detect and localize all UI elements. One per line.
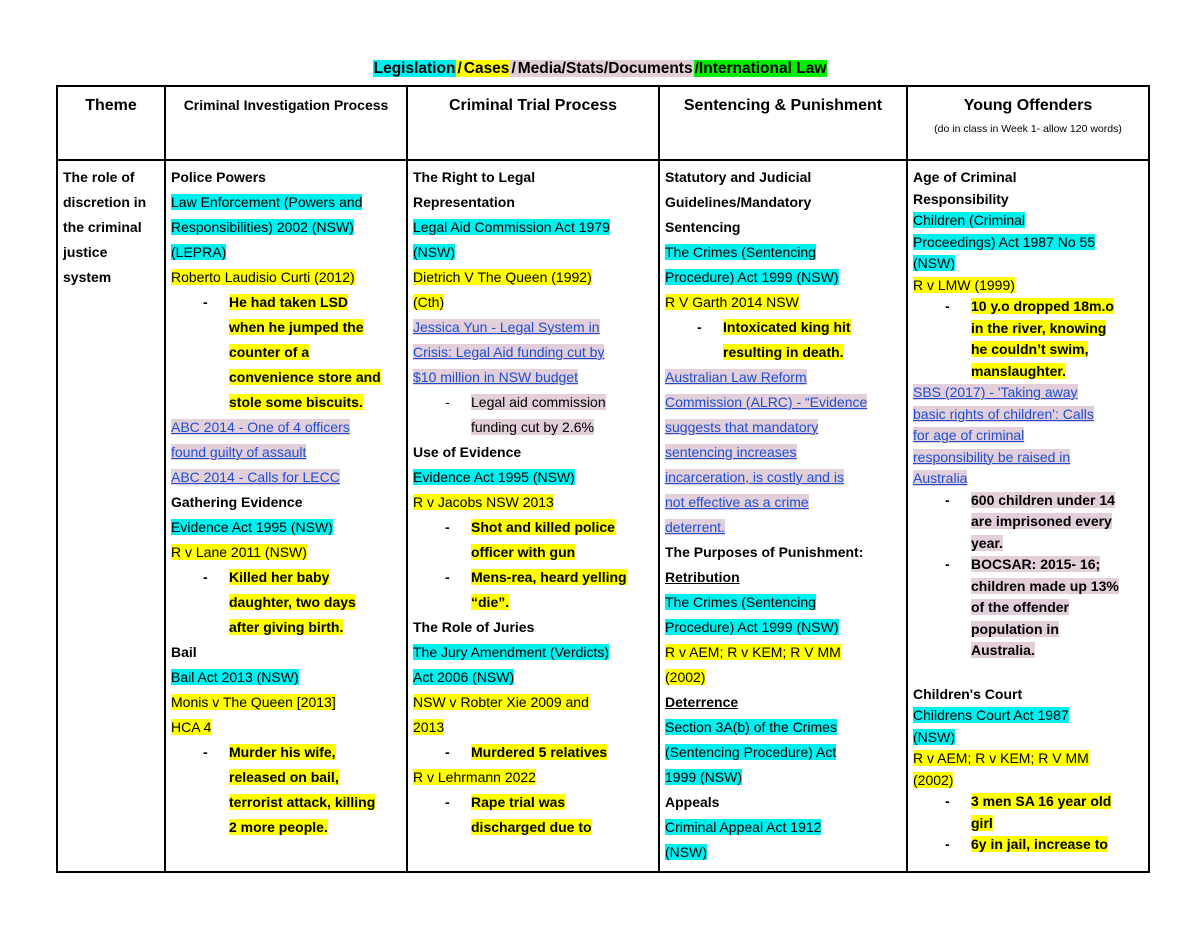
spacer [913, 662, 1144, 684]
guidelines-heading: Sentencing [665, 219, 741, 235]
caa-legislation: (NSW) [665, 844, 707, 860]
sbs-link[interactable]: SBS (2017) - 'Taking away [913, 384, 1078, 400]
legal-rep-heading: Representation [413, 194, 515, 210]
colour-legend [0, 58, 1200, 80]
legend-sep-2: / [511, 60, 516, 77]
aem-note: 6y in jail, increase to [971, 836, 1108, 852]
header-young-note: (do in class in Week 1- allow 120 words) [934, 123, 1122, 135]
xie-case: 2013 [413, 719, 445, 735]
guidelines-heading: Statutory and Judicial [665, 169, 812, 185]
sentencing-cell [659, 160, 907, 872]
monis-case: HCA 4 [171, 719, 212, 735]
lmw-note: in the river, knowing [971, 319, 1107, 336]
monis-case: Monis v The Queen [2013] [171, 694, 336, 710]
legend-media: Media/Stats/Documents [517, 60, 693, 77]
evidence-act-legislation: Evidence Act 1995 (NSW) [413, 469, 575, 485]
monis-note: released on bail, [229, 769, 339, 785]
alrc-link[interactable]: suggests that mandatory [665, 419, 819, 435]
sbs-note: are imprisoned every [971, 513, 1112, 529]
lehrmann-case: R v Lehrmann 2022 [413, 769, 536, 785]
legend-international: /International Law [694, 60, 827, 77]
abc-officers-link[interactable]: found guilty of assault [171, 444, 307, 460]
bocsar-note: Australia. [971, 642, 1035, 658]
police-powers-heading: Police Powers [171, 169, 266, 185]
bocsar-note: of the offender [971, 599, 1069, 615]
jury-act-legislation: The Jury Amendment (Verdicts) [413, 644, 610, 660]
lmw-note: 10 y.o dropped 18m.o [971, 298, 1114, 314]
lmw-note: he couldn’t swim, [971, 341, 1089, 357]
theme-line: the criminal [63, 219, 142, 235]
sbs-link[interactable]: Australia [913, 470, 968, 486]
header-theme: Theme [57, 86, 165, 160]
court-heading: Children's Court [913, 685, 1023, 702]
bullet-dash: - [203, 294, 208, 310]
aem-case: R v AEM; R v KEM; R V MM [913, 750, 1089, 766]
yun-note: funding cut by 2.6% [471, 419, 594, 435]
dietrich-case: (Cth) [413, 294, 445, 310]
jacobs-note: officer with gun [471, 544, 576, 560]
cca-legislation: Childrens Court Act 1987 [913, 707, 1069, 723]
legend-cases: Cases [463, 60, 510, 77]
aem-case: (2002) [665, 669, 706, 685]
csp-legislation: The Crimes (Sentencing [665, 244, 816, 260]
use-evidence-heading: Use of Evidence [413, 444, 522, 460]
lane-note: after giving birth. [229, 619, 344, 635]
theme-line: system [63, 269, 112, 285]
ccp-legislation: Proceedings) Act 1987 No 55 [913, 233, 1096, 250]
juries-heading: The Role of Juries [413, 619, 535, 635]
lane-case: R v Lane 2011 (NSW) [171, 544, 307, 560]
age-heading: Responsibility [913, 190, 1009, 207]
yun-article-link[interactable]: Crisis: Legal Aid funding cut by [413, 344, 605, 360]
garth-note: resulting in death. [723, 344, 844, 360]
sbs-link[interactable]: responsibility be raised in [913, 448, 1071, 465]
bullet-dash: - [945, 836, 950, 852]
xie-note: Murdered 5 relatives [471, 744, 608, 760]
sbs-link[interactable]: basic rights of children': Calls [913, 405, 1094, 422]
lehrmann-note: discharged due to [471, 819, 592, 835]
bullet-dash: - [445, 569, 450, 585]
guidelines-heading: Guidelines/Mandatory [665, 194, 812, 210]
s3a-legislation: (Sentencing Procedure) Act [665, 744, 837, 760]
theme-line: discretion in [63, 194, 147, 210]
appeals-heading: Appeals [665, 794, 720, 810]
s3a-legislation: Section 3A(b) of the Crimes [665, 719, 837, 735]
curti-case: Roberto Laudisio Curti (2012) [171, 269, 355, 285]
csp-legislation: Procedure) Act 1999 (NSW) [665, 619, 839, 635]
yun-note: Legal aid commission [471, 394, 606, 410]
trial-cell [407, 160, 659, 872]
legal-rep-heading: The Right to Legal [413, 169, 536, 185]
lac-legislation: Legal Aid Commission Act 1979 [413, 219, 610, 235]
young-cell [907, 160, 1149, 872]
jury-act-legislation: Act 2006 (NSW) [413, 669, 515, 685]
lac-legislation: (NSW) [413, 244, 455, 260]
aem-case: (2002) [913, 771, 954, 788]
bocsar-note: population in [971, 620, 1059, 637]
bullet-dash: - [945, 793, 950, 809]
cca-legislation: (NSW) [913, 728, 955, 745]
header-sentencing: Sentencing & Punishment [659, 86, 907, 160]
sbs-note: year. [971, 534, 1003, 551]
header-young: Young Offenders (do in class in Week 1- allow 120 words) [907, 86, 1149, 160]
lepra-legislation: Law Enforcement (Powers and [171, 194, 363, 210]
monis-note: terrorist attack, killing [229, 794, 376, 810]
evidence-act-legislation: Evidence Act 1995 (NSW) [171, 519, 333, 535]
legend-legislation: Legislation [373, 60, 456, 77]
alrc-link[interactable]: Commission (ALRC) - “Evidence [665, 394, 868, 410]
curti-note: stole some biscuits. [229, 394, 363, 410]
body-row [57, 160, 1149, 872]
yun-article-link[interactable]: $10 million in NSW budget [413, 369, 578, 385]
bocsar-note: BOCSAR: 2015- 16; [971, 556, 1101, 572]
abc-lecc-link[interactable]: ABC 2014 - Calls for LECC [171, 469, 340, 485]
aem-note: 3 men SA 16 year old [971, 793, 1112, 809]
lane-note: daughter, two days [229, 594, 356, 610]
theme-line: The role of [63, 169, 135, 185]
jacobs-note: Shot and killed police [471, 519, 615, 535]
ccp-legislation: (NSW) [913, 255, 955, 271]
gathering-evidence-heading: Gathering Evidence [171, 494, 303, 510]
alrc-link[interactable]: deterrent. [665, 519, 725, 535]
aem-note: girl [971, 814, 993, 831]
sbs-link[interactable]: for age of criminal [913, 427, 1025, 443]
bullet-dash: - [945, 298, 950, 314]
age-heading: Age of Criminal [913, 169, 1017, 185]
bullet-dash: - [203, 569, 208, 585]
bail-heading: Bail [171, 644, 197, 660]
alrc-link[interactable]: Australian Law Reform [665, 369, 807, 385]
curti-note: when he jumped the [229, 319, 364, 335]
bullet-dash: - [445, 744, 450, 760]
curti-note: convenience store and [229, 369, 381, 385]
bullet-dash: - [945, 491, 950, 508]
purposes-heading: The Purposes of Punishment: [665, 544, 864, 560]
header-row [57, 86, 1149, 160]
bullet-dash: - [445, 519, 450, 535]
csp-legislation: The Crimes (Sentencing [665, 594, 816, 610]
bullet-dash: - [203, 744, 208, 760]
jacobs-note: Mens-rea, heard yelling [471, 569, 627, 585]
header-trial: Criminal Trial Process [407, 86, 659, 160]
monis-note: Murder his wife, [229, 744, 336, 760]
garth-note: Intoxicated king hit [723, 319, 851, 335]
s3a-legislation: 1999 (NSW) [665, 769, 743, 785]
caa-legislation: Criminal Appeal Act 1912 [665, 819, 822, 835]
bullet-dash: - [697, 319, 702, 335]
lehrmann-note: Rape trial was [471, 794, 566, 810]
lepra-legislation: Responsibilities) 2002 (NSW) [171, 219, 354, 235]
lepra-legislation: (LEPRA) [171, 244, 227, 260]
garth-case: R V Garth 2014 NSW [665, 294, 799, 310]
csp-legislation: Procedure) Act 1999 (NSW) [665, 269, 839, 285]
notes-table [56, 85, 1150, 873]
investigation-cell [165, 160, 407, 872]
curti-note: He had taken LSD [229, 294, 349, 310]
retribution-heading: Retribution [665, 569, 740, 585]
xie-case: NSW v Robter Xie 2009 and [413, 694, 589, 710]
theme-cell [57, 160, 165, 872]
lane-note: Killed her baby [229, 569, 330, 585]
bocsar-note: children made up 13% [971, 577, 1119, 594]
ccp-legislation: Children (Criminal [913, 212, 1026, 228]
dietrich-case: Dietrich V The Queen (1992) [413, 269, 592, 285]
yun-article-link[interactable]: Jessica Yun - Legal System in [413, 319, 600, 335]
lmw-case: R v LMW (1999) [913, 276, 1015, 293]
sbs-note: 600 children under 14 [971, 491, 1115, 508]
header-investigation: Criminal Investigation Process [165, 86, 407, 160]
aem-case: R v AEM; R v KEM; R V MM [665, 644, 841, 660]
jacobs-note: “die”. [471, 594, 510, 610]
lmw-note: manslaughter. [971, 362, 1066, 379]
bullet-dash: - [445, 794, 450, 810]
monis-note: 2 more people. [229, 819, 328, 835]
theme-line: justice [63, 244, 108, 260]
legend-sep-1: / [457, 60, 462, 77]
deterrence-heading: Deterrence [665, 694, 739, 710]
bullet-dash: - [945, 556, 950, 572]
alrc-link[interactable]: incarceration, is costly and is [665, 469, 844, 485]
abc-officers-link[interactable]: ABC 2014 - One of 4 officers [171, 419, 350, 435]
alrc-link[interactable]: not effective as a crime [665, 494, 809, 510]
curti-note: counter of a [229, 344, 310, 360]
jacobs-case: R v Jacobs NSW 2013 [413, 494, 554, 510]
alrc-link[interactable]: sentencing increases [665, 444, 797, 460]
bullet-dash: - [445, 394, 450, 410]
bail-act-legislation: Bail Act 2013 (NSW) [171, 669, 299, 685]
